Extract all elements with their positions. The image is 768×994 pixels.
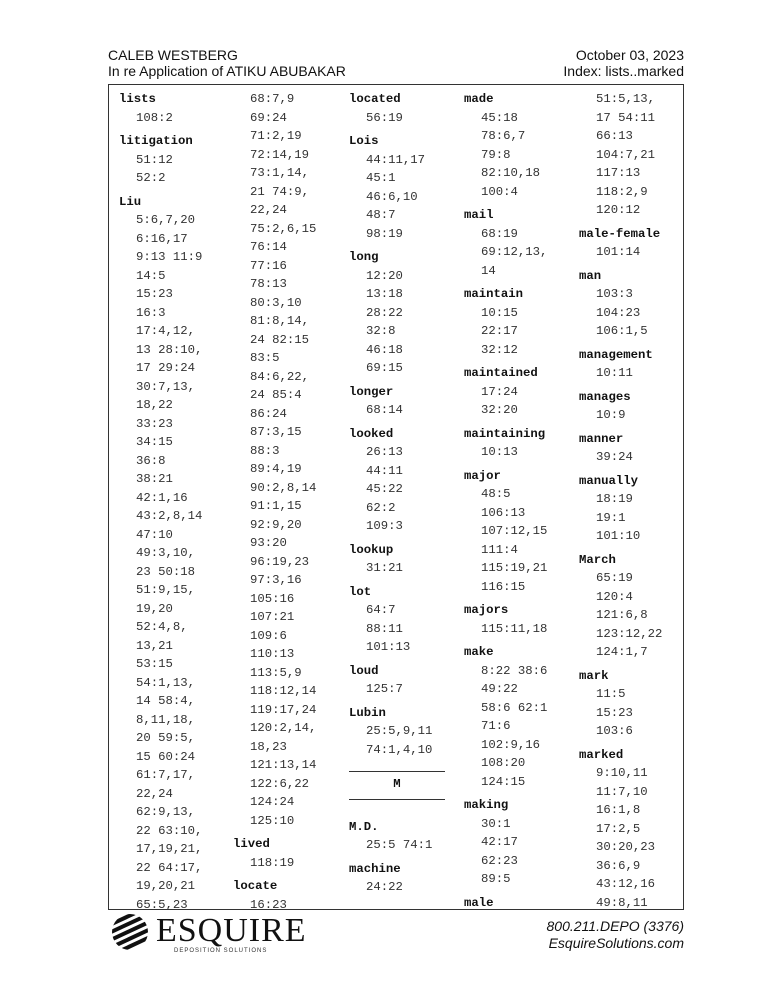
page-line-reference: 125:10	[250, 813, 295, 828]
page-line-reference: 10:13	[481, 445, 518, 459]
page-line-reference: 22,24	[250, 203, 287, 217]
page-line-reference: 11:5	[596, 687, 626, 701]
footer-contact	[547, 918, 685, 952]
index-term: man	[579, 268, 602, 283]
page-line-reference: 30:20,23	[596, 840, 656, 854]
page-line-reference: 71:2,19	[250, 129, 302, 143]
page-line-reference: 120:2,14,	[250, 721, 317, 735]
page-line-reference: 97:3,16	[250, 573, 302, 587]
index-entry	[349, 818, 445, 855]
index-term: Lubin	[349, 705, 386, 720]
index-term: marked	[579, 747, 624, 762]
index-term: located	[349, 92, 401, 106]
header-right	[563, 47, 684, 79]
page-line-reference: 28:22	[366, 305, 403, 320]
index-term: major	[464, 468, 501, 483]
page-line-reference: 123:12,22	[596, 626, 663, 641]
page-line-reference: 118:12,14	[250, 684, 317, 698]
page-line-reference: 32:20	[481, 403, 518, 417]
page-line-reference: 9:10,11	[596, 766, 648, 780]
page-line-reference: 52:4,8,	[136, 620, 188, 634]
page-line-reference: 108:20	[481, 756, 526, 770]
page-line-reference: 8,11,18,	[136, 712, 196, 727]
page-line-reference: 113:5,9	[250, 665, 302, 680]
page-line-reference: 81:8,14,	[250, 314, 310, 328]
page-line-reference: 51:9,15,	[136, 583, 196, 597]
page-line-reference: 10:9	[596, 408, 626, 422]
page-line-reference: 121:6,8	[596, 608, 648, 622]
page-line-reference: 45:22	[366, 482, 403, 496]
section-divider	[349, 771, 445, 800]
page-line-reference: 14	[481, 263, 496, 278]
index-entry	[464, 90, 547, 201]
index-column	[349, 90, 445, 902]
index-term: maintaining	[464, 426, 546, 441]
esquire-logo	[108, 912, 308, 952]
page-line-reference: 46:18	[366, 342, 403, 357]
index-entry	[349, 90, 445, 127]
page-line-reference: 78:13	[250, 277, 287, 291]
page-line-reference: 33:23	[136, 416, 173, 431]
page-line-reference: 5:6,7,20	[136, 213, 196, 227]
page-line-reference: 18,23	[250, 739, 287, 754]
index-term: Lois	[349, 134, 379, 148]
witness-name: CALEB WESTBERG	[108, 47, 238, 63]
page-line-reference: 69:12,13,	[481, 245, 548, 259]
page-line-reference: 101:10	[596, 529, 641, 543]
page-line-reference: 105:16	[250, 591, 295, 606]
index-entry	[233, 90, 316, 830]
index-term: looked	[349, 426, 394, 441]
index-entry	[119, 132, 202, 188]
page-line-reference: 48:5	[481, 487, 511, 501]
page-line-reference: 39:24	[596, 450, 633, 464]
page-line-reference: 17 29:24	[136, 361, 196, 375]
page-line-reference: 109:3	[366, 519, 403, 533]
page-line-reference: 21 74:9,	[250, 184, 310, 199]
index-term: March	[579, 552, 616, 567]
index-entry	[579, 472, 662, 546]
index-term: longer	[349, 384, 394, 399]
index-entry	[464, 285, 547, 359]
index-term: maintain	[464, 287, 524, 301]
page-line-reference: 30:1	[481, 816, 511, 831]
logo-text: ESQUIRE	[156, 912, 307, 949]
page-line-reference: 68:19	[481, 226, 518, 241]
page-line-reference: 75:2,6,15	[250, 221, 317, 236]
index-term: M.D.	[349, 819, 379, 834]
page-line-reference: 106:13	[481, 505, 526, 520]
page-line-reference: 17:2,5	[596, 821, 641, 836]
page-line-reference: 78:6,7	[481, 129, 526, 143]
page-line-reference: 31:21	[366, 561, 403, 575]
page-line-reference: 82:10,18	[481, 166, 541, 180]
page-line-reference: 125:7	[366, 682, 403, 696]
page-line-reference: 22:17	[481, 324, 518, 338]
page-line-reference: 64:7	[366, 603, 396, 617]
page-line-reference: 52:2	[136, 171, 166, 185]
page-line-reference: 15:23	[136, 287, 173, 301]
page-line-reference: 68:7,9	[250, 92, 295, 106]
page-line-reference: 56:19	[366, 110, 403, 125]
page-line-reference: 107:21	[250, 610, 295, 624]
page-line-reference: 88:11	[366, 621, 403, 636]
page-line-reference: 22,24	[136, 786, 173, 801]
divider-rule	[349, 799, 445, 800]
page-line-reference: 43:12,16	[596, 877, 656, 891]
index-entry	[464, 643, 547, 791]
page-line-reference: 124:24	[250, 795, 295, 809]
page-line-reference: 49:22	[481, 682, 518, 696]
index-entry	[349, 662, 445, 699]
page-line-reference: 118:2,9	[596, 184, 648, 199]
index-entry	[579, 267, 662, 341]
index-entry	[464, 601, 547, 638]
page-line-reference: 18:19	[596, 492, 633, 506]
page-line-reference: 68:14	[366, 403, 403, 417]
page-line-reference: 116:15	[481, 579, 526, 594]
page-line-reference: 42:1,16	[136, 490, 188, 505]
page-line-reference: 80:3,10	[250, 295, 302, 310]
page-line-reference: 20 59:5,	[136, 731, 196, 745]
page-line-reference: 93:20	[250, 536, 287, 550]
index-entry	[349, 383, 445, 420]
page-line-reference: 9:13 11:9	[136, 250, 203, 264]
page-line-reference: 124:1,7	[596, 645, 648, 659]
page-line-reference: 61:7,17,	[136, 768, 196, 782]
page-line-reference: 24 85:4	[250, 388, 302, 402]
page-line-reference: 103:6	[596, 724, 633, 738]
index-column	[119, 90, 202, 910]
index-entry	[464, 425, 547, 462]
page-line-reference: 124:15	[481, 774, 526, 789]
index-term: litigation	[119, 134, 193, 148]
index-entry	[464, 206, 547, 280]
page-line-reference: 102:9,16	[481, 737, 541, 752]
page-line-reference: 92:9,20	[250, 517, 302, 532]
page-line-reference: 115:11,18	[481, 621, 548, 636]
index-entry	[349, 583, 445, 657]
index-entry	[349, 541, 445, 578]
index-entry	[119, 193, 202, 911]
index-entry	[579, 388, 662, 425]
page-line-reference: 24:22	[366, 880, 403, 894]
index-term: Liu	[119, 194, 142, 209]
phone-number: 800.211.DEPO (3376)	[546, 918, 684, 934]
page-line-reference: 58:6 62:1	[481, 700, 548, 715]
page-line-reference: 62:2	[366, 500, 396, 515]
index-term: mark	[579, 668, 609, 683]
page-line-reference: 84:6,22,	[250, 369, 310, 384]
page-line-reference: 36:8	[136, 453, 166, 468]
page-line-reference: 44:11	[366, 463, 403, 478]
index-term: lot	[349, 584, 372, 599]
page-line-reference: 69:15	[366, 361, 403, 375]
page-line-reference: 14 58:4,	[136, 694, 196, 708]
index-entry	[349, 425, 445, 536]
page-line-reference: 12:20	[366, 268, 403, 283]
index-entry	[233, 835, 316, 872]
page-line-reference: 104:7,21	[596, 147, 656, 162]
page-line-reference: 89:4,19	[250, 462, 302, 476]
index-term: management	[579, 347, 653, 362]
page-line-reference: 90:2,8,14	[250, 480, 317, 495]
index-entry	[464, 467, 547, 597]
page-line-reference: 89:5	[481, 872, 511, 886]
page-line-reference: 65:19	[596, 571, 633, 585]
page-line-reference: 23 50:18	[136, 564, 196, 579]
page-line-reference: 17:24	[481, 384, 518, 399]
page-line-reference: 17:4,12,	[136, 324, 196, 338]
page-line-reference: 49:3,10,	[136, 546, 196, 560]
page-line-reference: 86:24	[250, 406, 287, 421]
page-line-reference: 69:24	[250, 110, 287, 125]
page-line-reference: 118:19	[250, 855, 295, 870]
page-line-reference: 83:5	[250, 351, 280, 365]
index-entry	[349, 860, 445, 897]
page-line-reference: 62:9,13,	[136, 805, 196, 819]
index-entry	[579, 90, 662, 220]
page-line-reference: 16:23	[250, 897, 287, 910]
page-line-reference: 119:17,24	[250, 702, 317, 717]
index-term: made	[464, 92, 494, 106]
page-line-reference: 24 82:15	[250, 332, 310, 347]
page-line-reference: 10:11	[596, 366, 633, 380]
page-line-reference: 62:23	[481, 853, 518, 868]
page-line-reference: 15 60:24	[136, 749, 196, 764]
index-term: make	[464, 645, 494, 659]
index-column	[233, 90, 316, 910]
website: EsquireSolutions.com	[548, 935, 684, 951]
index-term: male-female	[579, 226, 661, 241]
index-term: mail	[464, 208, 494, 222]
page-line-reference: 32:12	[481, 342, 518, 357]
page-line-reference: 34:15	[136, 435, 173, 449]
page-line-reference: 79:8	[481, 147, 511, 162]
page-line-reference: 76:14	[250, 240, 287, 254]
index-term: making	[464, 798, 509, 812]
logo-subtitle: DEPOSITION SOLUTIONS	[174, 948, 268, 954]
index-term: manually	[579, 473, 639, 488]
page-line-reference: 43:2,8,14	[136, 509, 203, 523]
page-line-reference: 77:16	[250, 258, 287, 273]
page-line-reference: 65:5,23	[136, 897, 188, 910]
page-line-reference: 42:17	[481, 835, 518, 849]
index-term: lookup	[349, 542, 394, 557]
page-line-reference: 120:4	[596, 589, 633, 604]
page-line-reference: 72:14,19	[250, 147, 310, 162]
page-line-reference: 8:22 38:6	[481, 663, 548, 678]
page-line-reference: 91:1,15	[250, 499, 302, 513]
page-line-reference: 16:3	[136, 305, 166, 320]
page-line-reference: 6:16,17	[136, 231, 188, 246]
section-letter: M	[393, 777, 401, 791]
index-entry	[119, 90, 202, 127]
index-term: male	[464, 895, 494, 910]
page-line-reference: 15:23	[596, 705, 633, 720]
page-line-reference: 54:1,13,	[136, 675, 196, 690]
page-line-reference: 71:6	[481, 719, 511, 733]
page-line-reference: 115:19,21	[481, 561, 548, 575]
page-line-reference: 109:6	[250, 628, 287, 643]
index-entry	[349, 248, 445, 378]
index-entry	[464, 894, 547, 911]
page-line-reference: 122:6,22	[250, 776, 310, 791]
index-range: Index: lists..marked	[563, 63, 684, 79]
index-term: majors	[464, 603, 509, 617]
page-line-reference: 100:4	[481, 184, 518, 199]
index-term: lists	[119, 92, 156, 106]
page-line-reference: 36:6,9	[596, 858, 641, 873]
header-left	[108, 47, 346, 79]
page-line-reference: 110:13	[250, 647, 295, 661]
page-line-reference: 22 63:10,	[136, 823, 203, 838]
page-line-reference: 73:1,14,	[250, 166, 310, 180]
page-line-reference: 45:18	[481, 110, 518, 125]
index-entry	[349, 704, 445, 760]
index-term: manner	[579, 431, 624, 446]
index-term: manages	[579, 389, 631, 404]
page-line-reference: 66:13	[596, 129, 633, 143]
index-entry	[464, 796, 547, 889]
index-entry	[579, 225, 662, 262]
page-line-reference: 25:5,9,11	[366, 724, 433, 738]
page-line-reference: 47:10	[136, 527, 173, 542]
page-line-reference: 51:5,13,	[596, 92, 656, 106]
index-entry	[579, 346, 662, 383]
index-column	[579, 90, 662, 910]
page-line-reference: 101:13	[366, 640, 411, 654]
page-line-reference: 46:6,10	[366, 189, 418, 204]
index-entry	[464, 364, 547, 420]
page-line-reference: 106:1,5	[596, 324, 648, 338]
index-term: machine	[349, 861, 401, 876]
page-line-reference: 45:1	[366, 171, 396, 185]
page-line-reference: 103:3	[596, 287, 633, 301]
index-column	[464, 90, 547, 910]
page-line-reference: 49:8,11	[596, 895, 648, 910]
page-line-reference: 13:18	[366, 287, 403, 301]
page-line-reference: 10:15	[481, 305, 518, 320]
index-term: loud	[349, 663, 379, 678]
page-line-reference: 17,19,21,	[136, 842, 203, 856]
index-term: locate	[233, 879, 278, 893]
deposition-date: October 03, 2023	[575, 47, 684, 63]
index-entry	[579, 746, 662, 911]
page-line-reference: 17 54:11	[596, 110, 656, 125]
page-line-reference: 74:1,4,10	[366, 742, 433, 757]
page-line-reference: 25:5 74:1	[366, 838, 433, 852]
page-line-reference: 101:14	[596, 245, 641, 259]
index-entry	[579, 430, 662, 467]
index-box	[108, 84, 684, 910]
page-line-reference: 107:12,15	[481, 524, 548, 538]
page-line-reference: 104:23	[596, 305, 641, 320]
page-line-reference: 30:7,13,	[136, 379, 196, 394]
page-line-reference: 121:13,14	[250, 758, 317, 772]
page-line-reference: 18,22	[136, 398, 173, 412]
page-line-reference: 13,21	[136, 638, 173, 653]
page-line-reference: 16:1,8	[596, 803, 641, 817]
page-line-reference: 32:8	[366, 324, 396, 338]
page-line-reference: 120:12	[596, 203, 641, 217]
page-line-reference: 11:7,10	[596, 784, 648, 799]
page-line-reference: 13 28:10,	[136, 342, 203, 357]
index-entry	[233, 877, 316, 910]
page-line-reference: 44:11,17	[366, 152, 426, 167]
page-line-reference: 111:4	[481, 542, 518, 557]
esquire-globe-logo-icon	[110, 912, 150, 952]
page-line-reference: 98:19	[366, 226, 403, 241]
index-term: lived	[233, 837, 270, 851]
index-entry	[349, 132, 445, 243]
page-line-reference: 14:5	[136, 268, 166, 283]
page-line-reference: 51:12	[136, 152, 173, 167]
page-line-reference: 22 64:17,	[136, 860, 203, 875]
page-line-reference: 88:3	[250, 443, 280, 458]
index-term: long	[349, 250, 379, 264]
page-line-reference: 108:2	[136, 110, 173, 125]
page-line-reference: 53:15	[136, 657, 173, 671]
page-line-reference: 87:3,15	[250, 425, 302, 439]
case-caption: In re Application of ATIKU ABUBAKAR	[108, 63, 346, 79]
page-line-reference: 19,20,21	[136, 879, 196, 893]
page-line-reference: 48:7	[366, 208, 396, 222]
page-line-reference: 19,20	[136, 601, 173, 616]
index-entry	[579, 551, 662, 662]
page-line-reference: 96:19,23	[250, 554, 310, 569]
page-line-reference: 19:1	[596, 510, 626, 525]
page-line-reference: 117:13	[596, 166, 641, 180]
index-entry	[579, 667, 662, 741]
page-line-reference: 38:21	[136, 472, 173, 486]
page-line-reference: 26:13	[366, 445, 403, 459]
index-term: maintained	[464, 366, 538, 380]
